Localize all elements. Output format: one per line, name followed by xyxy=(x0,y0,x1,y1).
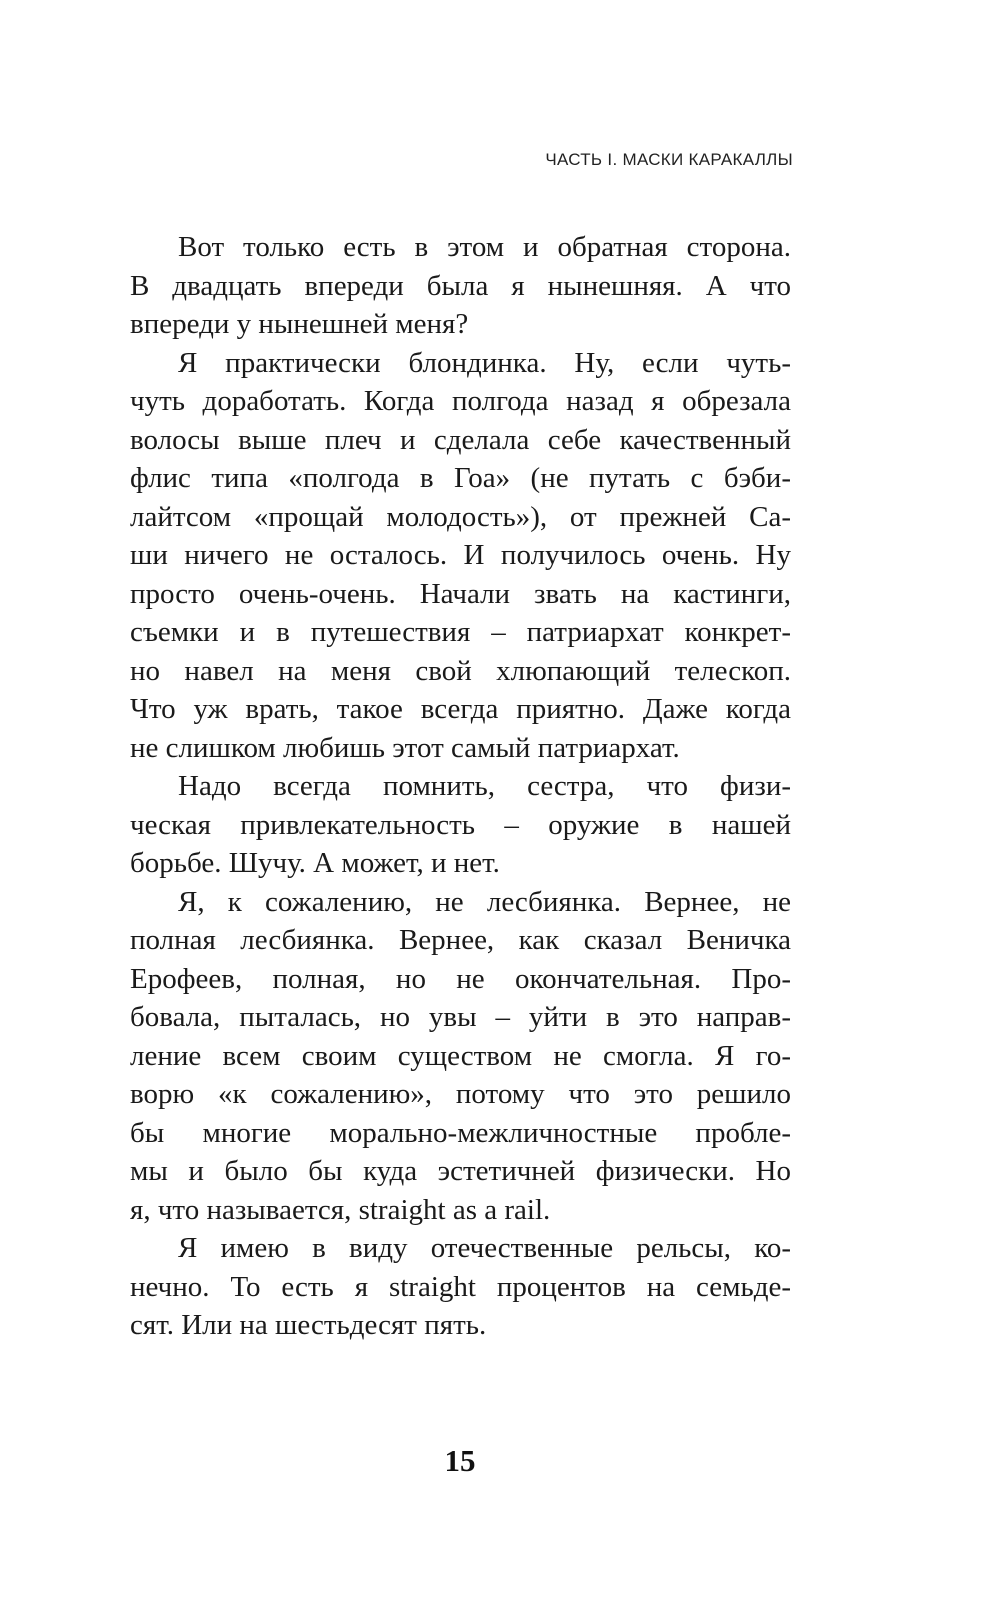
text-line: Я имею в виду отечественные рельсы, ко- xyxy=(178,1232,791,1264)
text-line: полная лесбиянка. Вернее, как сказал Веничка xyxy=(130,924,791,956)
text-line: Вот только есть в этом и обратная сторона. xyxy=(178,231,791,263)
body-text xyxy=(130,228,791,1345)
paragraph-1 xyxy=(130,228,791,344)
text-line: сят. Или на шестьдесят пять. xyxy=(130,1309,487,1341)
text-line: Что уж врать, такое всегда приятно. Даже когда xyxy=(130,693,791,725)
paragraph-2 xyxy=(130,344,791,768)
text-line: ление всем своим существом не смогла. Я го- xyxy=(130,1039,791,1072)
text-line: ши ничего не осталось. И получилось очень. Ну xyxy=(130,539,791,571)
text-line: ворю «к сожалению», потому что это решило xyxy=(130,1078,791,1110)
text-line: нечно. То есть я straight процентов на семьде- xyxy=(130,1270,791,1303)
text-line: впереди у нынешней меня? xyxy=(130,308,469,340)
text-line: Надо всегда помнить, сестра, что физи- xyxy=(178,770,791,802)
text-line: просто очень-очень. Начали звать на кастинги, xyxy=(130,577,791,610)
page-number: 15 xyxy=(444,1443,476,1478)
text-line: Я, к сожалению, не лесбиянка. Вернее, не xyxy=(178,885,791,918)
text-line: мы и было бы куда эстетичней физически. Но xyxy=(130,1155,791,1187)
text-line: Ерофеев, полная, но не окончательная. Про- xyxy=(130,962,791,995)
running-header: ЧАСТЬ I. МАСКИ КАРАКАЛЛЫ xyxy=(545,150,793,169)
paragraph-4 xyxy=(130,883,791,1230)
text-line: борьбе. Шучу. А может, и нет. xyxy=(130,847,500,879)
text-line: не слишком любишь этот самый патриархат. xyxy=(130,731,680,764)
text-line: бовала, пыталась, но увы – уйти в это направ- xyxy=(130,1001,791,1033)
paragraph-5 xyxy=(130,1229,791,1345)
text-line: я, что называется, straight as a rail. xyxy=(130,1193,551,1226)
text-line: Я практически блондинка. Ну, если чуть- xyxy=(178,346,791,379)
text-line: флис типа «полгода в Гоа» (не путать с бэби- xyxy=(130,462,791,494)
text-line: волосы выше плеч и сделала себе качественный xyxy=(130,423,791,456)
text-line: чуть доработать. Когда полгода назад я обрезала xyxy=(130,385,791,417)
text-line: бы многие морально-межличностные пробле- xyxy=(130,1116,791,1149)
text-line: ческая привлекательность – оружие в нашей xyxy=(130,808,791,841)
text-line: В двадцать впереди была я нынешняя. А что xyxy=(130,269,791,302)
text-line: лайтсом «прощай молодость»), от прежней Са- xyxy=(130,500,791,533)
text-line: съемки и в путешествия – патриархат конкрет- xyxy=(130,616,791,648)
paragraph-3 xyxy=(130,767,791,883)
text-line: но навел на меня свой хлюпающий телескоп. xyxy=(130,654,791,687)
